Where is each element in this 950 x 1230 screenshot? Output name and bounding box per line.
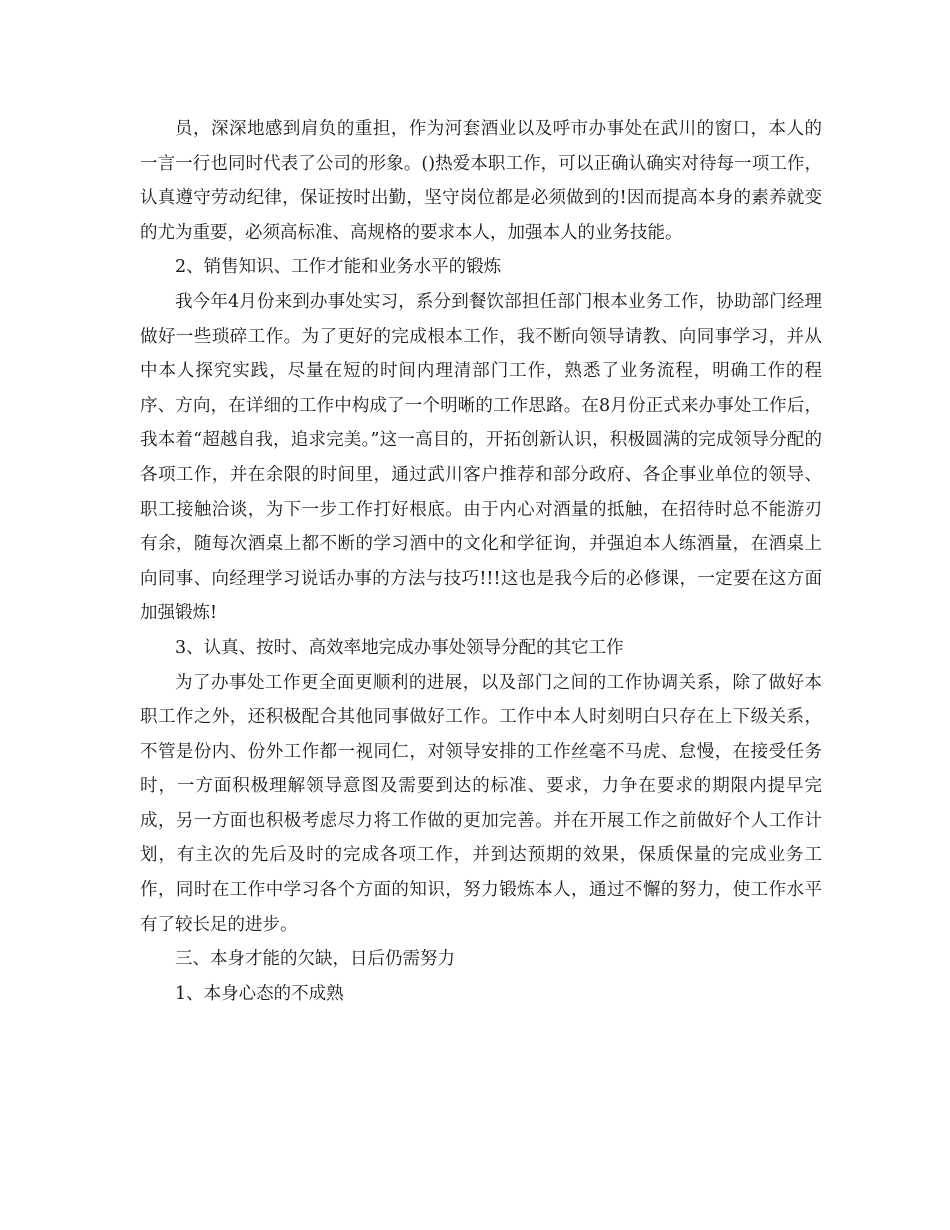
section-heading-immaturity: 1、本身心态的不成熟 bbox=[175, 983, 344, 1004]
section-heading-sales-skills: 2、销售知识、工作才能和业务水平的锻炼 bbox=[175, 257, 502, 278]
section-heading-other-work: 3、认真、按时、高效率地完成办事处领导分配的其它工作 bbox=[175, 637, 624, 658]
section-heading-shortcomings: 三、本身才能的欠缺，日后仍需努力 bbox=[175, 949, 455, 970]
paragraph-cooperation: 为了办事处工作更全面更顺利的进展，以及部门之间的工作协调关系，除了做好本职工作之外，还积极配合其他同事做好工作。工作中本人时刻明白只存在上下级关系，不管是份内、份外工作都一视同仁，对领导安排的工作丝毫不马虎、怠慢，在接受任务时，一方面积极理解领导意图及需要到达的标准、要求，力争在要求的期限内提早完成，另一方面也积极考虑尽力将工作做的更加完善。并在开展工作之前做好个人工作计划，有主次的先后及时的完成各项工作，并到达预期的效果，保质保量的完成业务工作，同时在工作中学习各个方面的知识，努力锻炼本人，通过不懈的努力，使工作水平有了较长足的进步。 bbox=[140, 672, 822, 935]
document-body bbox=[140, 112, 822, 1011]
paragraph-internship: 我今年4月份来到办事处实习，系分到餐饮部担任部门根本业务工作，协助部门经理做好一些琐碎工作。为了更好的完成根本工作，我不断向领导请教、向同事学习，并从中本人探究实践，尽量在短的时间内理清部门工作，熟悉了业务流程，明确工作的程序、方向，在详细的工作中构成了一个明晰的工作思路。在8月份正式来办事处工作后，我本着“超越自我，追求完美。”这一高目的，开拓创新认识，积极圆满的完成领导分配的各项工作，并在余限的时间里，通过武川客户推荐和部分政府、各企事业单位的领导、职工接触洽谈，为下一步工作打好根底。由于内心对酒量的抵触，在招待时总不能游刃有余，随每次酒桌上都不断的学习酒中的文化和学征询，并强迫本人练酒量，在酒桌上向同事、向经理学习说话办事的方法与技巧!!!这也是我今后的必修课，一定要在这方面加强锻炼! bbox=[140, 291, 822, 624]
paragraph-role-duty: 员，深深地感到肩负的重担，作为河套酒业以及呼市办事处在武川的窗口，本人的一言一行也同时代表了公司的形象。()热爱本职工作，可以正确认确实对待每一项工作，认真遵守劳动纪律，保证按时出勤，坚守岗位都是必须做到的!因而提高本身的素养就变的尤为重要，必须高标准、高规格的要求本人，加强本人的业务技能。 bbox=[140, 119, 822, 243]
